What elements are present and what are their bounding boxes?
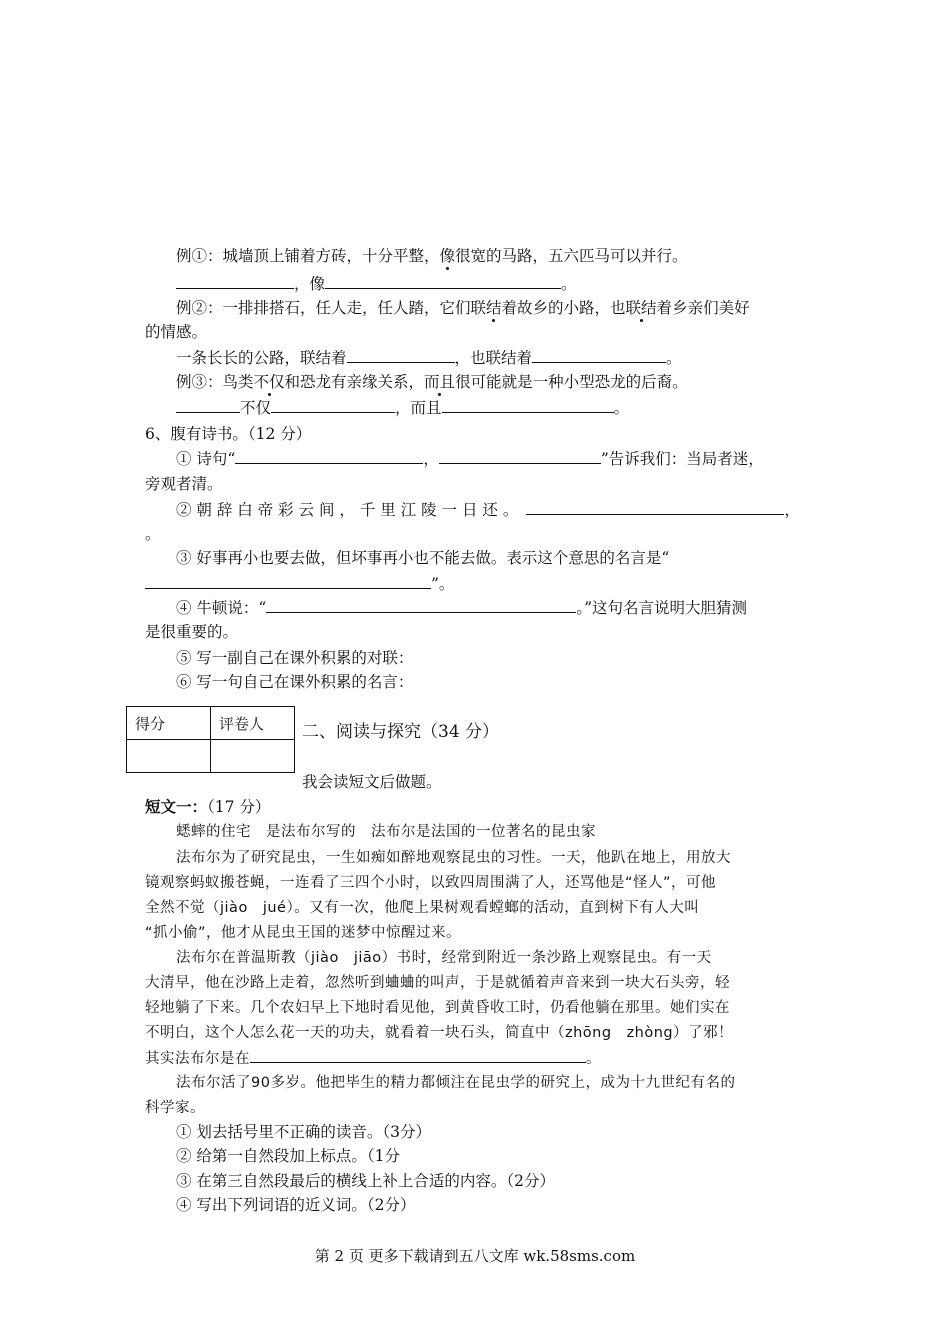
passage-p2-line4: 不明白，这个人怎么花一天的功夫，就看着一块石头，简直中（zhōng zhòng）了邪！ (145, 1025, 734, 1041)
passage-title-line: 蟋蟀的住宅 是法布尔写的 法布尔是法国的一位著名的昆虫家 (176, 824, 596, 840)
example-3-sentence: 例③：鸟类不仅和恐龙有亲缘关系，而且很可能就是一种小型恐龙的后裔。 (176, 373, 688, 391)
q6-item2[interactable]: ② 朝 辞 白 帝 彩 云 间 ， 千 里 江 陵 一 日 还 。 ， (176, 501, 800, 519)
passage-q3: ③ 在第三自然段最后的横线上补上合适的内容。（2分） (176, 1172, 556, 1190)
passage-p1-line1: 法布尔为了研究昆虫，一生如痴如醉地观察昆虫的习性。一天，他趴在地上，用放大 (176, 850, 731, 866)
q6-item4-cont: 是很重要的。 (145, 623, 239, 641)
passage-p3-line1: 法布尔活了90多岁。他把毕生的精力都倾注在昆虫学的研究上，成为十九世纪有名的 (176, 1075, 736, 1091)
q6-item3-fill[interactable]: ”。 (145, 574, 454, 594)
grader-header: 评卷人 (211, 707, 295, 740)
passage-p3-line2: 科学家。 (145, 1100, 205, 1116)
example-2-sentence-cont: 的情感。 (145, 323, 208, 341)
score-table (126, 706, 295, 773)
section-2-title: 二、阅读与探究（34 分） (302, 722, 500, 742)
passage-p2-line1: 法布尔在普温斯教（jiào jiāo）书时，经常到附近一条沙路上观察昆虫。有一天 (176, 950, 712, 966)
passage-p2-line3: 轻地躺了下来。几个农妇早上下地时看见他，到黄昏收工时，仍看他躺在那里。她们实在 (145, 1000, 730, 1016)
example-3-fill[interactable]: 不仅 ，而且 。 (176, 398, 629, 418)
example-1-fill[interactable]: ，像 。 (176, 274, 577, 294)
score-header: 得分 (127, 707, 211, 740)
passage-q2: ② 给第一自然段加上标点。（1分 (176, 1147, 401, 1165)
example-1-sentence: 例①：城墙顶上铺着方砖，十分平整，像很宽的马路，五六匹马可以并行。 (176, 247, 688, 265)
passage-p1-line3: 全然不觉（jiào jué）。又有一次，他爬上果树观看螳螂的活动，直到树下有人大叫 (145, 900, 700, 916)
score-cell[interactable] (127, 740, 211, 773)
grader-cell[interactable] (211, 740, 295, 773)
q6-item4[interactable]: ④ 牛顿说：“ 。”这句名言说明大胆猜测 (176, 599, 748, 617)
q6-item6: ⑥ 写一句自己在课外积累的名言： (176, 673, 414, 691)
passage-1-label: 短文一：（17 分） (145, 797, 271, 816)
example-2-sentence: 例②：一排排搭石，任人走，任人踏，它们联结着故乡的小路，也联结着乡亲们美好 (176, 299, 750, 317)
q6-item1[interactable]: ① 诗句“ ， ”告诉我们：当局者迷， (176, 450, 764, 468)
q6-item2-cont: 。 (145, 525, 161, 543)
section-2-intro: 我会读短文后做题。 (302, 773, 442, 791)
example-2-fill[interactable]: 一条长长的公路，联结着 ，也联结着 。 (176, 349, 682, 367)
passage-p2-line2: 大清早，他在沙路上走着，忽然听到蛐蛐的叫声，于是就循着声音来到一块大石头旁，轻 (145, 975, 730, 991)
q6-item1-cont: 旁观者清。 (145, 475, 223, 493)
passage-q1: ① 划去括号里不正确的读音。（3分） (176, 1123, 432, 1141)
page-footer: 第 2 页 更多下载请到五八文库 wk.58sms.com (314, 1247, 636, 1265)
passage-p2-line5[interactable]: 其实法布尔是在 。 (145, 1048, 601, 1069)
q6-title: 6、腹有诗书。（12 分） (145, 425, 312, 443)
q6-item5: ⑤ 写一副自己在课外积累的对联： (176, 649, 414, 667)
passage-q4: ④ 写出下列词语的近义词。（2分） (176, 1196, 416, 1214)
passage-p1-line4: “抓小偷”，他才从昆虫王国的迷梦中惊醒过来。 (145, 925, 462, 941)
passage-p1-line2: 镜观察蚂蚁搬苍蝇，一连看了三四个小时，以致四周围满了人，还骂他是“怪人”，可他 (145, 875, 717, 891)
q6-item3: ③ 好事再小也要去做，但坏事再小也不能去做。表示这个意思的名言是“ (176, 549, 670, 567)
